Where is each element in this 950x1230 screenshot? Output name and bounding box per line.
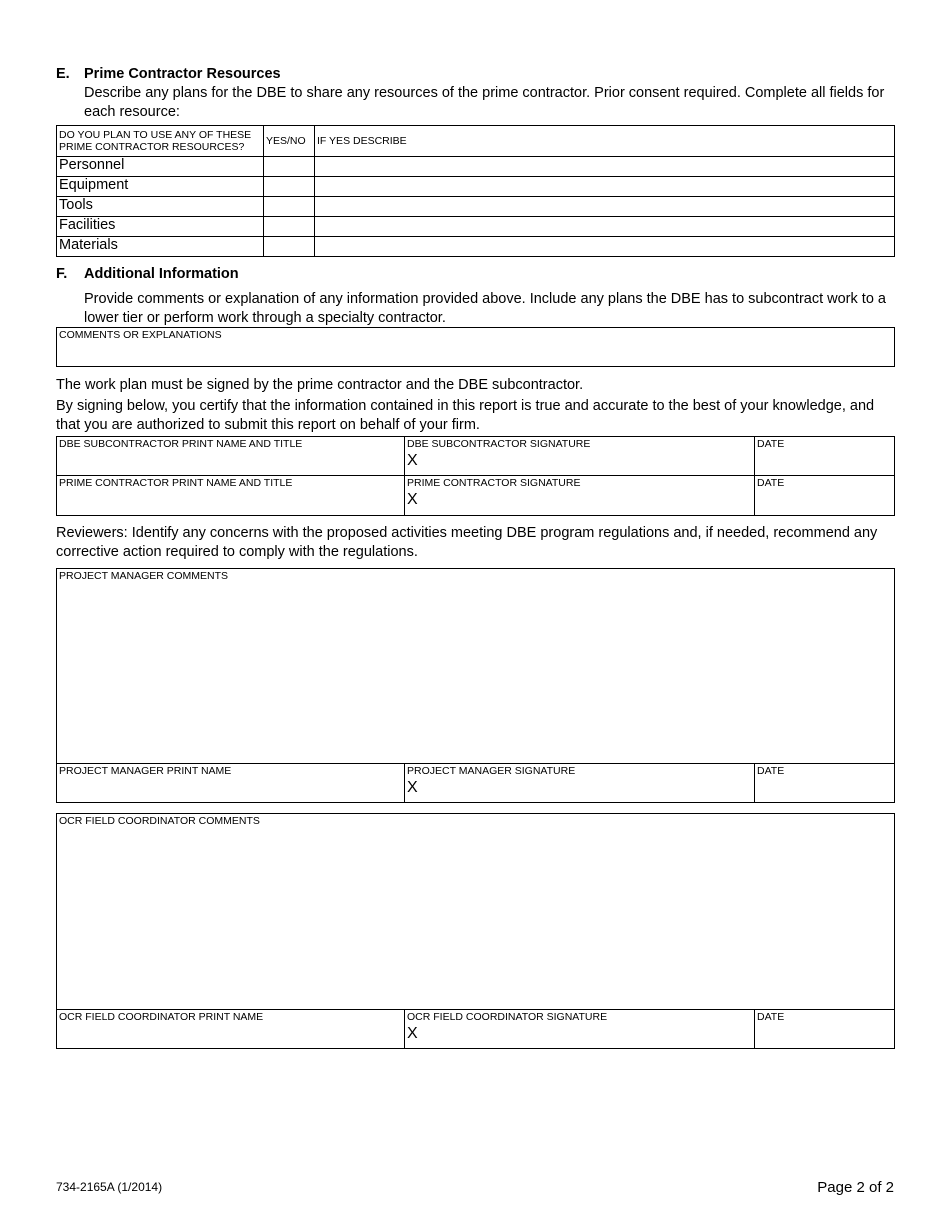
- section-f-description: Provide comments or explanation of any information provided above. Include any plans the DBE has to subcontract work to a lower tier or perform work through a specialty contractor.: [84, 291, 886, 326]
- pm-date-field[interactable]: DATE: [757, 765, 785, 777]
- section-e-heading: E. Prime Contractor Resources: [56, 66, 281, 82]
- comments-label: COMMENTS OR EXPLANATIONS: [59, 329, 222, 341]
- section-f-heading: F. Additional Information: [56, 266, 239, 282]
- materials-yesno-field[interactable]: [264, 237, 315, 257]
- signature-x-mark: X: [407, 452, 418, 469]
- dbe-signature-field[interactable]: DBE SUBCONTRACTOR SIGNATURE X: [407, 438, 591, 469]
- reviewers-note: Reviewers: Identify any concerns with the proposed activities meeting DBE program regulations and, if needed, recommend any corrective action required to comply with the regulations.: [56, 525, 878, 560]
- pm-comments-field[interactable]: PROJECT MANAGER COMMENTS: [59, 570, 228, 582]
- table-row: [57, 217, 895, 237]
- resource-label-personnel: Personnel: [57, 157, 264, 177]
- signature-x-mark: X: [407, 1025, 418, 1042]
- equipment-yesno-field[interactable]: [264, 177, 315, 197]
- certification-text: By signing below, you certify that the information contained in this report is true and accurate to the best of your knowledge, and that you are authorized to submit this report on behalf of your firm.: [56, 398, 875, 433]
- ocr-name-field[interactable]: OCR FIELD COORDINATOR PRINT NAME: [59, 1011, 264, 1023]
- dbe-date-field[interactable]: DATE: [757, 438, 785, 450]
- signature-x-mark: X: [407, 779, 418, 796]
- resource-label-materials: Materials: [57, 237, 264, 257]
- prime-signature-field[interactable]: PRIME CONTRACTOR SIGNATURE X: [407, 477, 581, 508]
- facilities-yesno-field[interactable]: [264, 217, 315, 237]
- comments-field[interactable]: [56, 327, 895, 367]
- section-e-description: Describe any plans for the DBE to share any resources of the prime contractor. Prior consent required. Complete all fields for each resource:: [84, 85, 885, 120]
- page-number: Page 2 of 2: [817, 1179, 894, 1196]
- signature-x-mark: X: [407, 491, 418, 508]
- materials-describe-field[interactable]: [315, 237, 895, 257]
- resource-label-facilities: Facilities: [57, 217, 264, 237]
- signing-note: The work plan must be signed by the prime contractor and the DBE subcontractor.: [56, 377, 584, 393]
- dbe-name-field[interactable]: DBE SUBCONTRACTOR PRINT NAME AND TITLE: [59, 438, 303, 450]
- personnel-describe-field[interactable]: [315, 157, 895, 177]
- resource-label-equipment: Equipment: [57, 177, 264, 197]
- table-row: [57, 237, 895, 257]
- resources-header-question: DO YOU PLAN TO USE ANY OF THESE PRIME CONTRACTOR RESOURCES?: [57, 126, 264, 157]
- pm-name-field[interactable]: PROJECT MANAGER PRINT NAME: [59, 765, 232, 777]
- tools-describe-field[interactable]: [315, 197, 895, 217]
- pm-signature-field[interactable]: PROJECT MANAGER SIGNATURE X: [407, 765, 576, 796]
- equipment-describe-field[interactable]: [315, 177, 895, 197]
- table-row: [57, 197, 895, 217]
- table-row: [57, 177, 895, 197]
- tools-yesno-field[interactable]: [264, 197, 315, 217]
- resources-table: [56, 125, 895, 257]
- form-number: 734-2165A (1/2014): [56, 1180, 163, 1194]
- table-row: [57, 157, 895, 177]
- ocr-date-field[interactable]: DATE: [757, 1011, 785, 1023]
- facilities-describe-field[interactable]: [315, 217, 895, 237]
- prime-date-field[interactable]: DATE: [757, 477, 785, 489]
- ocr-signature-field[interactable]: OCR FIELD COORDINATOR SIGNATURE X: [407, 1011, 608, 1042]
- personnel-yesno-field[interactable]: [264, 157, 315, 177]
- resources-header-yesno: YES/NO: [264, 126, 315, 157]
- prime-name-field[interactable]: PRIME CONTRACTOR PRINT NAME AND TITLE: [59, 477, 293, 489]
- ocr-comments-field[interactable]: OCR FIELD COORDINATOR COMMENTS: [59, 815, 260, 827]
- resources-header-describe: IF YES DESCRIBE: [315, 126, 895, 157]
- resource-label-tools: Tools: [57, 197, 264, 217]
